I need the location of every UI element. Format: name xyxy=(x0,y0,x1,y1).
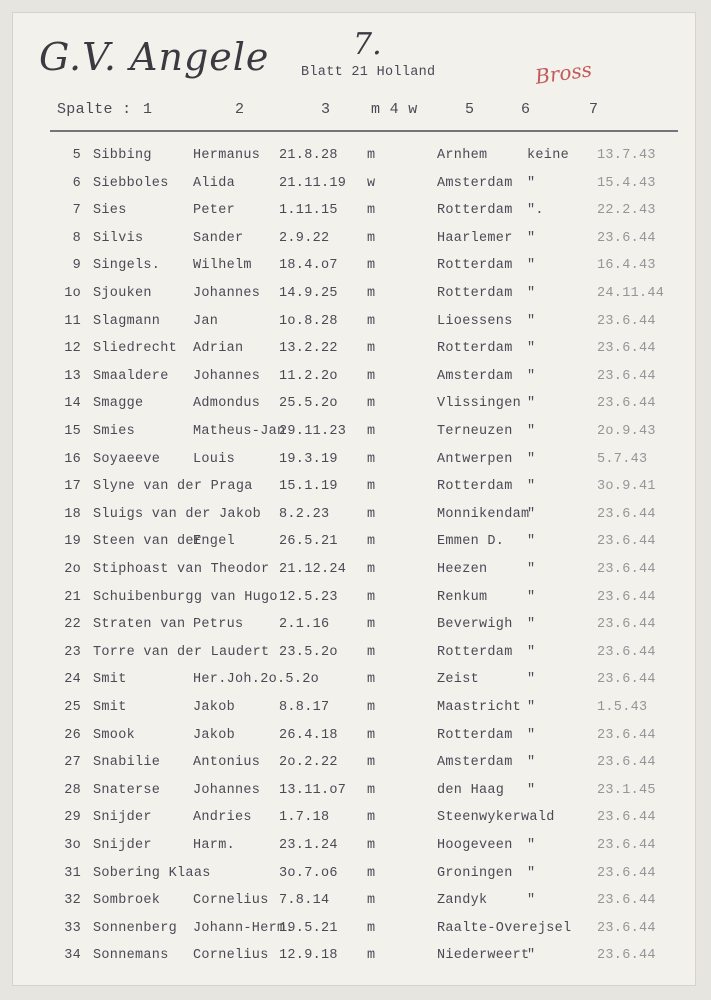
column-6-value: " xyxy=(527,424,536,439)
surname: Siebboles xyxy=(93,175,169,191)
sex: m xyxy=(367,286,376,301)
given-name: Sander xyxy=(193,230,244,246)
table-row xyxy=(13,562,695,588)
column-6-value: " xyxy=(527,700,536,715)
sex: m xyxy=(367,727,376,743)
column-number-5: 5 xyxy=(465,101,475,118)
given-name: Cornelius xyxy=(193,948,269,964)
surname: Slyne van der Praga xyxy=(93,479,253,495)
row-number: 31 xyxy=(64,865,81,881)
sex: w xyxy=(367,175,376,191)
surname: Snabilie xyxy=(93,755,161,771)
entry-date: 16.4.43 xyxy=(597,258,656,274)
entry-date: 23.6.44 xyxy=(597,920,656,936)
table-row xyxy=(13,148,695,174)
given-name: Jan xyxy=(193,313,219,329)
surname: Smit xyxy=(93,672,127,688)
given-name: Hermanus xyxy=(193,148,261,163)
table-row xyxy=(13,507,695,533)
place: Rotterdam xyxy=(437,258,513,274)
birth-date: 25.5.2o xyxy=(279,396,338,412)
column-6-value: " xyxy=(527,672,536,688)
surname: Straten van xyxy=(93,617,186,633)
table-row xyxy=(13,645,695,671)
table-row xyxy=(13,755,695,781)
column-label: Spalte : xyxy=(57,101,132,118)
surname: Stiphoast van Theodor xyxy=(93,562,270,577)
place: Heezen xyxy=(437,562,488,577)
signature-stamp: Bross xyxy=(533,57,594,89)
place: Antwerpen xyxy=(437,451,513,467)
row-number: 19 xyxy=(64,534,81,550)
place: Maastricht xyxy=(437,700,522,715)
place: Rotterdam xyxy=(437,341,513,357)
sex: m xyxy=(367,396,376,412)
table-row xyxy=(13,479,695,505)
surname: Sombroek xyxy=(93,893,161,909)
column-6-value: " xyxy=(527,368,536,384)
surname: Sibbing xyxy=(93,148,152,163)
surname: Smaaldere xyxy=(93,368,169,384)
row-number: 7 xyxy=(72,203,81,219)
column-number-7: 7 xyxy=(589,101,599,118)
birth-date: 2.1.16 xyxy=(279,617,330,633)
sex: m xyxy=(367,948,376,964)
table-row xyxy=(13,396,695,422)
entry-date: 1.5.43 xyxy=(597,700,648,715)
row-number: 13 xyxy=(64,368,81,384)
column-6-value: " xyxy=(527,838,536,853)
column-6-value: " xyxy=(527,286,536,301)
handwritten-title: G.V. Angele xyxy=(39,35,270,79)
surname: Sonnenberg xyxy=(93,920,178,936)
table-row xyxy=(13,700,695,726)
column-6-value: " xyxy=(527,396,536,412)
header-rule xyxy=(50,130,678,132)
sex: m xyxy=(367,506,376,522)
birth-date: 1.11.15 xyxy=(279,203,338,219)
given-name: Johannes xyxy=(193,286,261,301)
row-number: 14 xyxy=(64,396,81,412)
sex: m xyxy=(367,589,376,605)
birth-date: 12.5.23 xyxy=(279,589,338,605)
page-number: 7. xyxy=(353,27,382,62)
birth-date: 7.8.14 xyxy=(279,893,330,909)
surname: Smagge xyxy=(93,396,144,412)
document-page xyxy=(13,13,695,985)
table-row xyxy=(13,341,695,367)
place: Vlissingen xyxy=(437,396,522,412)
surname: Sliedrecht xyxy=(93,341,178,357)
given-name: Engel xyxy=(193,534,236,550)
given-name: Johannes xyxy=(193,368,261,384)
birth-date: 26.4.18 xyxy=(279,727,338,743)
table-row xyxy=(13,672,695,698)
table-row xyxy=(13,948,695,974)
column-6-value: " xyxy=(527,727,536,743)
birth-date: 18.4.o7 xyxy=(279,258,338,274)
column-6-value: " xyxy=(527,948,536,964)
birth-date: 19.3.19 xyxy=(279,451,338,467)
entry-date: 23.6.44 xyxy=(597,838,656,853)
sex: m xyxy=(367,700,376,715)
given-name: Adrian xyxy=(193,341,244,357)
entry-date: 23.6.44 xyxy=(597,313,656,329)
table-row xyxy=(13,176,695,202)
sex: m xyxy=(367,810,376,826)
entry-date: 24.11.44 xyxy=(597,286,665,301)
given-name: Cornelius xyxy=(193,893,269,909)
birth-date: 2o.2.22 xyxy=(279,755,338,771)
entry-date: 23.6.44 xyxy=(597,341,656,357)
place: Hoogeveen xyxy=(437,838,513,853)
sex: m xyxy=(367,838,376,853)
row-number: 11 xyxy=(64,313,81,329)
place: Haarlemer xyxy=(437,230,513,246)
place: Terneuzen xyxy=(437,424,513,439)
sex: m xyxy=(367,341,376,357)
birth-date: 23.5.2o xyxy=(279,644,338,660)
table-row xyxy=(13,424,695,450)
table-row xyxy=(13,258,695,284)
entry-date: 23.6.44 xyxy=(597,562,656,577)
row-number: 8 xyxy=(72,230,81,246)
place: Lioessens xyxy=(437,313,513,329)
given-name: Wilhelm xyxy=(193,258,252,274)
column-number-1: 1 xyxy=(143,101,153,118)
entry-date: 2o.9.43 xyxy=(597,424,656,439)
surname: Steen van der xyxy=(93,534,203,550)
entry-date: 23.6.44 xyxy=(597,617,656,633)
birth-date: 13.11.o7 xyxy=(279,782,347,798)
birth-date: 14.9.25 xyxy=(279,286,338,301)
row-number: 12 xyxy=(64,341,81,357)
entry-date: 23.6.44 xyxy=(597,810,656,826)
row-number: 27 xyxy=(64,755,81,771)
given-name: Matheus-Jan xyxy=(193,424,286,439)
birth-date: 19.5.21 xyxy=(279,920,338,936)
entry-date: 15.4.43 xyxy=(597,175,656,191)
table-row xyxy=(13,590,695,616)
birth-date: 29.11.23 xyxy=(279,424,347,439)
column-number-3: 3 xyxy=(321,101,331,118)
entry-date: 22.2.43 xyxy=(597,203,656,219)
place: Rotterdam xyxy=(437,644,513,660)
sex: m xyxy=(367,148,376,163)
table-row xyxy=(13,534,695,560)
column-6-value: " xyxy=(527,562,536,577)
entry-date: 5.7.43 xyxy=(597,451,648,467)
row-number: 1o xyxy=(64,286,81,301)
entry-date: 23.6.44 xyxy=(597,672,656,688)
birth-date: 26.5.21 xyxy=(279,534,338,550)
entry-date: 23.6.44 xyxy=(597,368,656,384)
birth-date: 1o.8.28 xyxy=(279,313,338,329)
entry-date: 23.6.44 xyxy=(597,893,656,909)
column-6-value: " xyxy=(527,258,536,274)
column-6-value: " xyxy=(527,341,536,357)
given-name: Admondus xyxy=(193,396,261,412)
column-6-value: " xyxy=(527,865,536,881)
entry-date: 23.6.44 xyxy=(597,865,656,881)
sex: m xyxy=(367,258,376,274)
place: Emmen D. xyxy=(437,534,505,550)
column-6-value: " xyxy=(527,313,536,329)
row-number: 2o xyxy=(64,562,81,577)
place: Rotterdam xyxy=(437,727,513,743)
column-6-value: " xyxy=(527,589,536,605)
place: Raalte-Overejsel xyxy=(437,920,572,936)
sheet-label: Blatt 21 Holland xyxy=(301,65,436,80)
given-name: Harm. xyxy=(193,838,236,853)
surname: Smies xyxy=(93,424,136,439)
table-row xyxy=(13,314,695,340)
column-6-value: keine xyxy=(527,148,570,163)
column-6-value: " xyxy=(527,617,536,633)
surname: Smook xyxy=(93,727,136,743)
column-6-value: " xyxy=(527,644,536,660)
place: Zeist xyxy=(437,672,480,688)
surname: Snijder xyxy=(93,810,152,826)
row-number: 16 xyxy=(64,451,81,467)
sex: m xyxy=(367,617,376,633)
row-number: 23 xyxy=(64,644,81,660)
birth-date: 15.1.19 xyxy=(279,479,338,495)
surname: Sonnemans xyxy=(93,948,169,964)
row-number: 3o xyxy=(64,838,81,853)
sex: m xyxy=(367,920,376,936)
surname: Sobering Klaas xyxy=(93,865,211,881)
row-number: 26 xyxy=(64,727,81,743)
column-6-value: " xyxy=(527,755,536,771)
surname: Snaterse xyxy=(93,782,161,798)
column-6-value: " xyxy=(527,782,536,798)
surname: Slagmann xyxy=(93,313,161,329)
entry-date: 23.6.44 xyxy=(597,755,656,771)
sex: m xyxy=(367,644,376,660)
sex: m xyxy=(367,203,376,219)
row-number: 6 xyxy=(72,175,81,191)
column-6-value: ". xyxy=(527,203,544,219)
place: Monnikendam xyxy=(437,506,530,522)
place: Arnhem xyxy=(437,148,488,163)
surname: Schuibenburgg van Hugo xyxy=(93,589,278,605)
surname: Sjouken xyxy=(93,286,152,301)
table-row xyxy=(13,617,695,643)
row-number: 25 xyxy=(64,700,81,715)
birth-date: 21.12.24 xyxy=(279,562,347,577)
row-number: 32 xyxy=(64,893,81,909)
row-number: 9 xyxy=(72,258,81,274)
row-number: 33 xyxy=(64,920,81,936)
table-row xyxy=(13,452,695,478)
given-name: Jakob xyxy=(193,700,236,715)
birth-date: 21.8.28 xyxy=(279,148,338,163)
table-row xyxy=(13,838,695,864)
sex: m xyxy=(367,424,376,439)
surname: Sluigs van der Jakob xyxy=(93,506,262,522)
place: Amsterdam xyxy=(437,755,513,771)
birth-date: 21.11.19 xyxy=(279,175,347,191)
row-number: 5 xyxy=(72,148,81,163)
sex: m xyxy=(367,865,376,881)
given-name: Peter xyxy=(193,203,236,219)
given-name: Her.Joh.2o.5.2o xyxy=(193,672,320,688)
given-name: Antonius xyxy=(193,755,261,771)
place: Rotterdam xyxy=(437,479,513,495)
column-number-4: m 4 w xyxy=(371,101,418,118)
surname: Silvis xyxy=(93,230,144,246)
entry-date: 23.6.44 xyxy=(597,534,656,550)
column-6-value: " xyxy=(527,479,536,495)
place: Beverwigh xyxy=(437,617,513,633)
place: Rotterdam xyxy=(437,203,513,219)
place: Renkum xyxy=(437,589,488,605)
birth-date: 8.2.23 xyxy=(279,506,330,522)
entry-date: 23.6.44 xyxy=(597,506,656,522)
row-number: 17 xyxy=(64,479,81,495)
birth-date: 23.1.24 xyxy=(279,838,338,853)
row-number: 34 xyxy=(64,948,81,964)
given-name: Alida xyxy=(193,175,236,191)
table-row xyxy=(13,231,695,257)
row-number: 21 xyxy=(64,589,81,605)
sex: m xyxy=(367,479,376,495)
surname: Torre van der Laudert xyxy=(93,644,270,660)
place: Niederweert xyxy=(437,948,530,964)
column-number-2: 2 xyxy=(235,101,245,118)
table-row xyxy=(13,783,695,809)
entry-date: 23.6.44 xyxy=(597,589,656,605)
entry-date: 23.1.45 xyxy=(597,782,656,798)
surname: Snijder xyxy=(93,838,152,853)
sex: m xyxy=(367,534,376,550)
entry-date: 23.6.44 xyxy=(597,644,656,660)
birth-date: 2.9.22 xyxy=(279,230,330,246)
sex: m xyxy=(367,313,376,329)
place: Rotterdam xyxy=(437,286,513,301)
surname: Sies xyxy=(93,203,127,219)
table-row xyxy=(13,728,695,754)
table-row xyxy=(13,866,695,892)
given-name: Louis xyxy=(193,451,236,467)
given-name: Jakob xyxy=(193,727,236,743)
column-number-6: 6 xyxy=(521,101,531,118)
place: Amsterdam xyxy=(437,368,513,384)
sex: m xyxy=(367,562,376,577)
birth-date: 3o.7.o6 xyxy=(279,865,338,881)
place: Steenwykerwald xyxy=(437,810,555,826)
sex: m xyxy=(367,782,376,798)
column-6-value: " xyxy=(527,506,536,522)
sex: m xyxy=(367,230,376,246)
table-row xyxy=(13,893,695,919)
surname: Smit xyxy=(93,700,127,715)
column-6-value: " xyxy=(527,175,536,191)
birth-date: 13.2.22 xyxy=(279,341,338,357)
column-6-value: " xyxy=(527,230,536,246)
column-6-value: " xyxy=(527,451,536,467)
entry-date: 23.6.44 xyxy=(597,727,656,743)
table-row xyxy=(13,286,695,312)
column-6-value: " xyxy=(527,893,536,909)
place: Zandyk xyxy=(437,893,488,909)
given-name: Johann-Herm. xyxy=(193,920,294,936)
row-number: 22 xyxy=(64,617,81,633)
table-row xyxy=(13,203,695,229)
place: den Haag xyxy=(437,782,505,798)
given-name: Andries xyxy=(193,810,252,826)
entry-date: 23.6.44 xyxy=(597,230,656,246)
row-number: 18 xyxy=(64,506,81,522)
birth-date: 11.2.2o xyxy=(279,368,338,384)
row-number: 28 xyxy=(64,782,81,798)
table-row xyxy=(13,369,695,395)
entry-date: 3o.9.41 xyxy=(597,479,656,495)
birth-date: 12.9.18 xyxy=(279,948,338,964)
entry-date: 23.6.44 xyxy=(597,948,656,964)
entry-date: 23.6.44 xyxy=(597,396,656,412)
row-number: 15 xyxy=(64,424,81,439)
table-row xyxy=(13,810,695,836)
given-name: Petrus xyxy=(193,617,244,633)
given-name: Johannes xyxy=(193,782,261,798)
surname: Singels. xyxy=(93,258,161,274)
sex: m xyxy=(367,893,376,909)
entry-date: 13.7.43 xyxy=(597,148,656,163)
birth-date: 8.8.17 xyxy=(279,700,330,715)
sex: m xyxy=(367,672,376,688)
sex: m xyxy=(367,368,376,384)
place: Amsterdam xyxy=(437,175,513,191)
sex: m xyxy=(367,755,376,771)
surname: Soyaeeve xyxy=(93,451,161,467)
row-number: 29 xyxy=(64,810,81,826)
place: Groningen xyxy=(437,865,513,881)
sex: m xyxy=(367,451,376,467)
row-number: 24 xyxy=(64,672,81,688)
column-6-value: " xyxy=(527,534,536,550)
birth-date: 1.7.18 xyxy=(279,810,330,826)
table-row xyxy=(13,921,695,947)
